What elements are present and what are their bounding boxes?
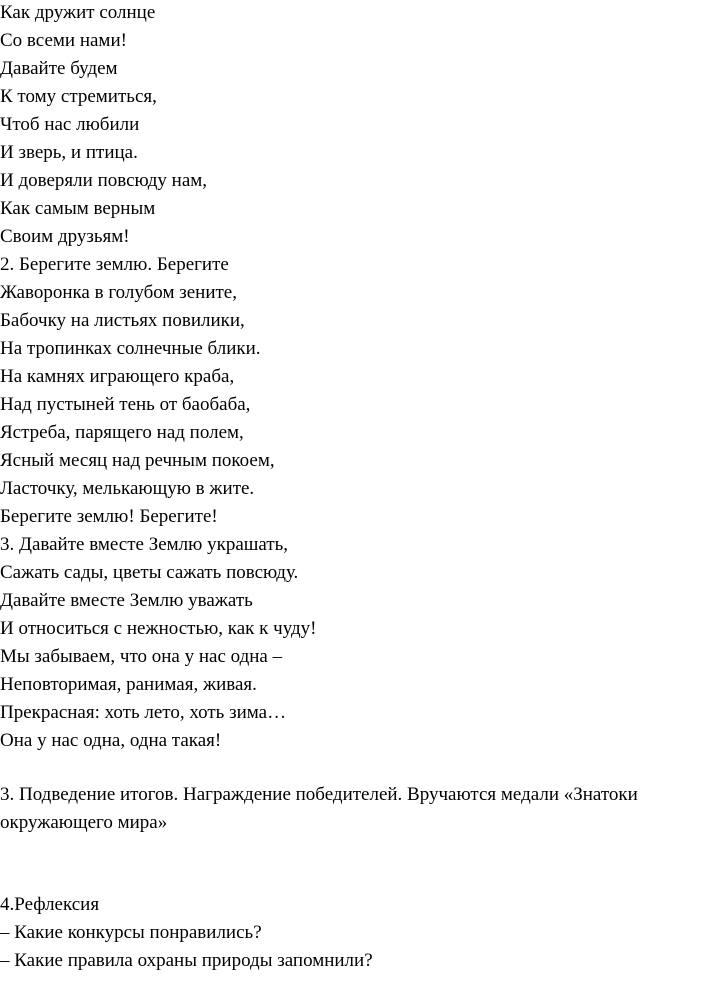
- poem-line: Ястреба, парящего над полем,: [0, 422, 244, 443]
- poem-line: К тому стремиться,: [0, 86, 157, 107]
- reflection-heading: 4.Рефлексия: [0, 894, 100, 915]
- reflection-question: – Какие правила охраны природы запомнили?: [0, 950, 373, 971]
- poem-line: Давайте будем: [0, 58, 118, 79]
- poem-line: Прекрасная: хоть лето, хоть зима…: [0, 702, 287, 723]
- summary-paragraph-line: 3. Подведение итогов. Награждение победителей. Вручаются медали «Знатоки: [0, 784, 638, 805]
- poem-line: На камнях играющего краба,: [0, 366, 235, 387]
- poem-line: Жаворонка в голубом зените,: [0, 282, 237, 303]
- poem-line: Как самым верным: [0, 198, 156, 219]
- poem-line: Над пустыней тень от баобаба,: [0, 394, 251, 415]
- poem-line: На тропинках солнечные блики.: [0, 338, 261, 359]
- poem-line: Давайте вместе Землю уважать: [0, 590, 253, 611]
- poem-line: Ясный месяц над речным покоем,: [0, 450, 275, 471]
- poem-line: Со всеми нами!: [0, 30, 127, 51]
- poem-line: Берегите землю! Берегите!: [0, 506, 218, 527]
- poem-line: И доверяли повсюду нам,: [0, 170, 208, 191]
- section-heading: 3. Давайте вместе Землю украшать,: [0, 534, 289, 555]
- poem-line: Мы забываем, что она у нас одна –: [0, 646, 283, 667]
- poem-line: И относиться с нежностью, как к чуду!: [0, 618, 317, 639]
- poem-line: И зверь, и птица.: [0, 142, 138, 163]
- poem-line: Она у нас одна, одна такая!: [0, 730, 222, 751]
- poem-line: Своим друзьям!: [0, 226, 130, 247]
- poem-line: Чтоб нас любили: [0, 114, 140, 135]
- reflection-question: – Какие конкурсы понравились?: [0, 922, 262, 943]
- poem-line: Неповторимая, ранимая, живая.: [0, 674, 257, 695]
- poem-line: Как дружит солнце: [0, 2, 156, 23]
- poem-line: Бабочку на листьях повилики,: [0, 310, 245, 331]
- summary-paragraph-line: окружающего мира»: [0, 812, 168, 833]
- section-heading: 2. Берегите землю. Берегите: [0, 254, 229, 275]
- poem-line: Сажать сады, цветы сажать повсюду.: [0, 562, 299, 583]
- poem-line: Ласточку, мелькающую в жите.: [0, 478, 255, 499]
